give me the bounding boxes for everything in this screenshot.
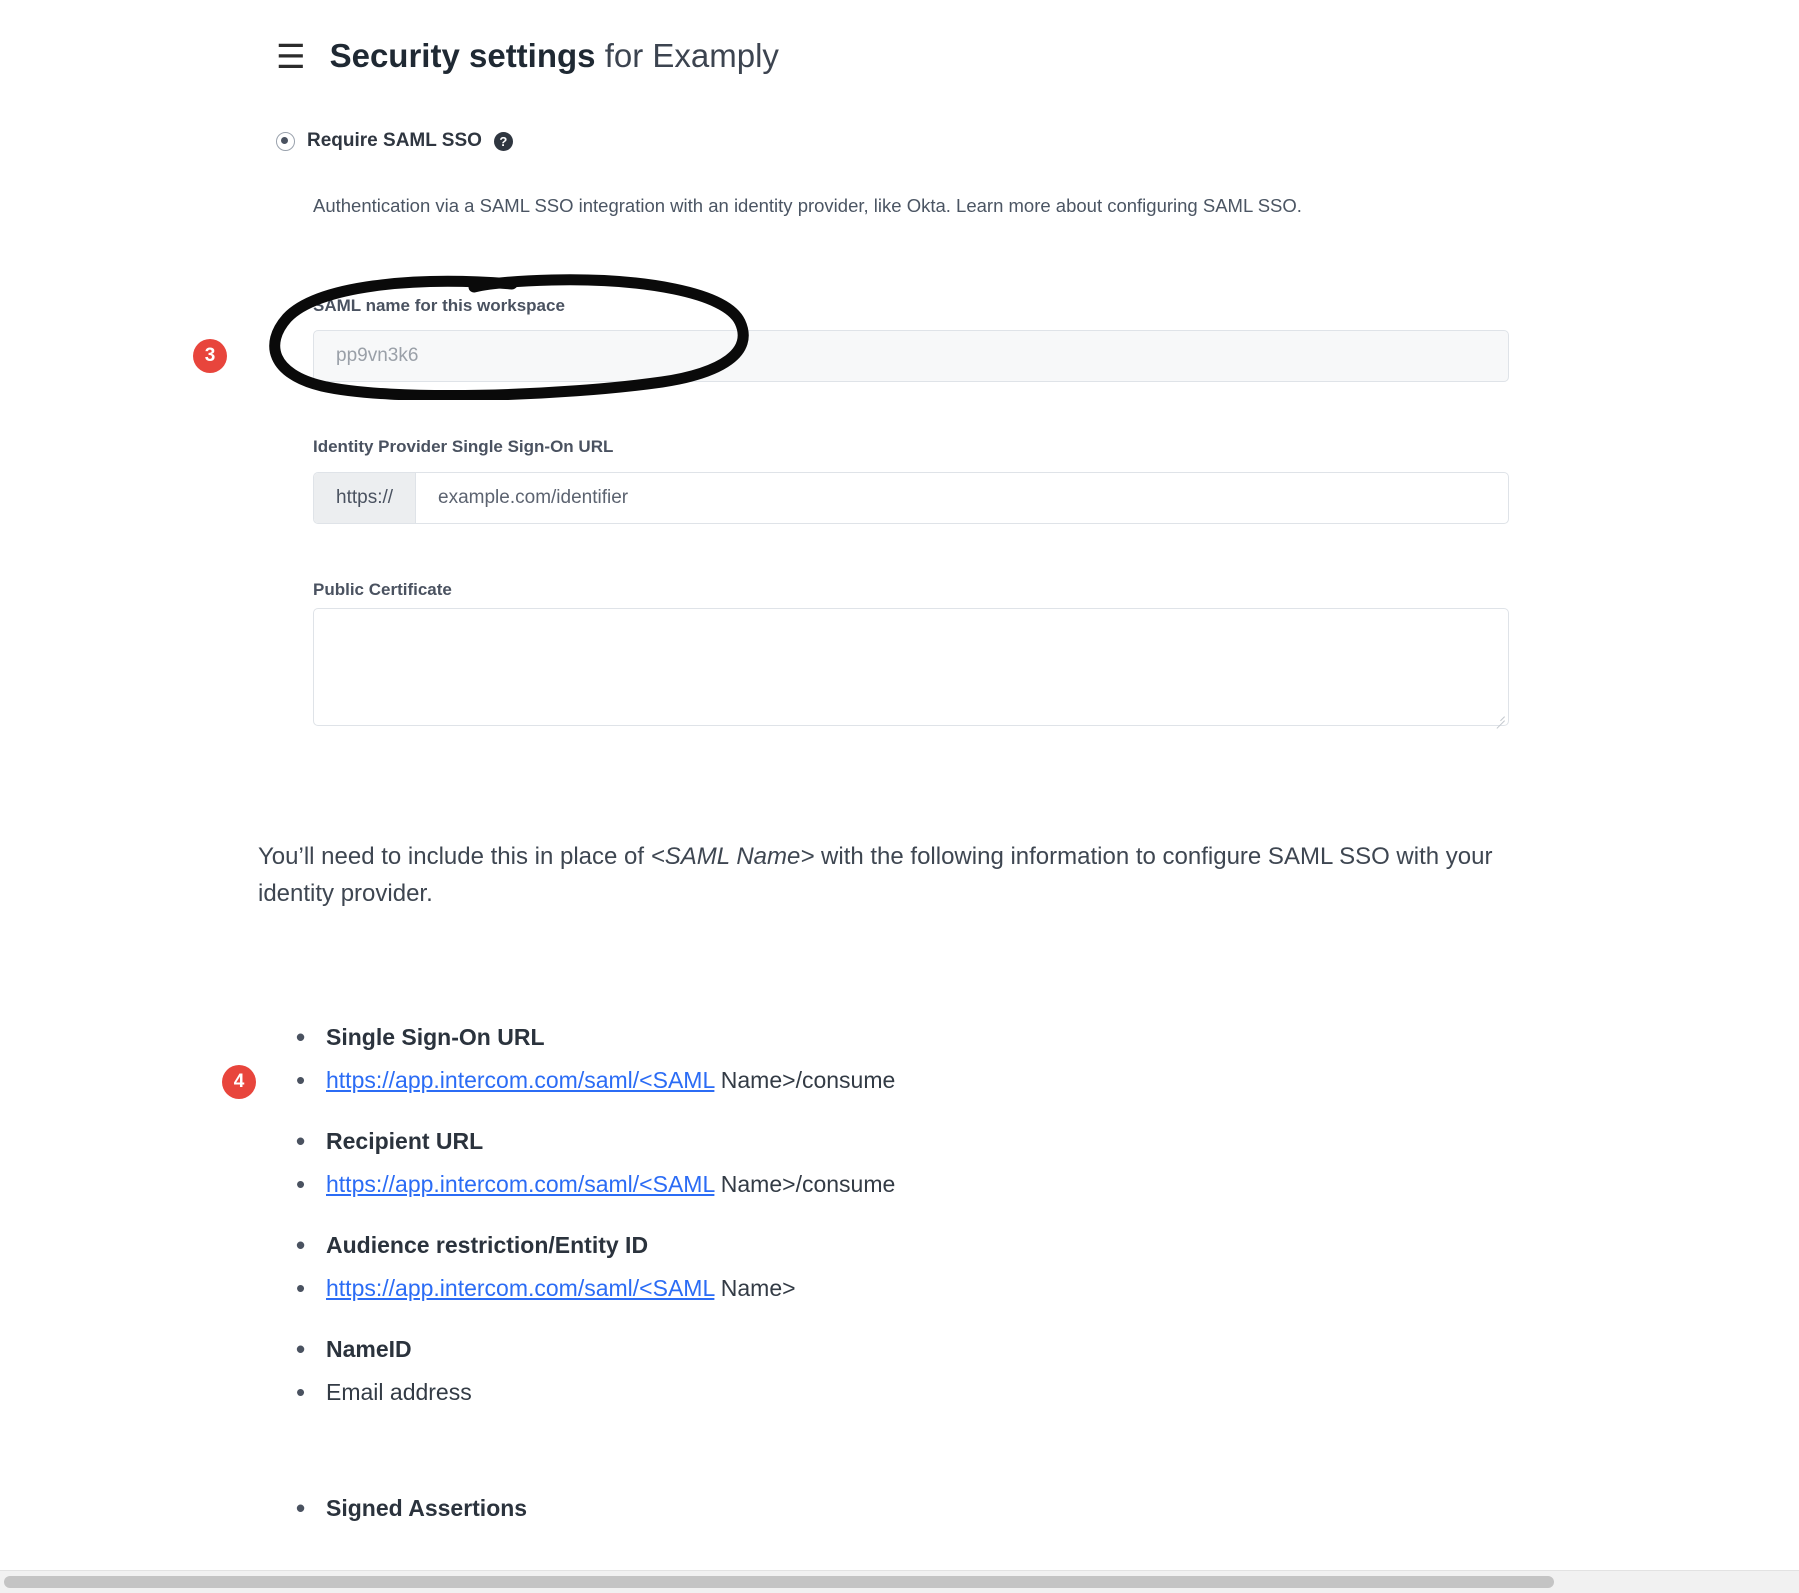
sso-description: Authentication via a SAML SSO integration with an identity provider, like Okta. Learn more about configuring SAML SSO.: [313, 195, 1302, 216]
idp-url-input[interactable]: example.com/identifier: [438, 487, 629, 508]
scrollbar-thumb[interactable]: [4, 1576, 1554, 1588]
annotation-marker-4: 4: [222, 1065, 256, 1099]
annotation-marker-3: 3: [193, 339, 227, 373]
list-item-cut-off: • Signed Assertions: [288, 1495, 527, 1533]
saml-name-input[interactable]: [313, 330, 1509, 382]
page-title-light: for Examply: [604, 37, 779, 74]
idp-url-input-group[interactable]: [313, 472, 1509, 524]
question-mark-icon[interactable]: ?: [494, 132, 513, 151]
page-title-bold: Security settings: [329, 37, 596, 74]
audience-url-link[interactable]: https://app.intercom.com/saml/<SAML: [326, 1275, 715, 1302]
instructions-part2: with the following information to configure SAML SSO with your identity provider.: [258, 843, 1493, 908]
instructions-italic: <SAML Name>: [650, 843, 815, 870]
instructions-part1: You’ll need to include this in place of: [258, 843, 651, 870]
saml-config-list: [288, 1022, 1528, 1410]
idp-url-prefix: https://: [314, 473, 416, 523]
instructions-paragraph: [258, 838, 1528, 912]
list-item: • Audience restriction/Entity ID: [288, 1230, 1528, 1261]
idp-url-label: Identity Provider Single Sign-On URL: [313, 437, 614, 456]
audience-url-suffix: Name>: [714, 1275, 796, 1302]
hamburger-icon[interactable]: ☰: [276, 37, 306, 75]
public-certificate-textarea[interactable]: [313, 608, 1509, 726]
require-saml-sso-label: Require SAML SSO: [307, 130, 482, 151]
public-certificate-label: Public Certificate: [313, 580, 452, 599]
list-item: [288, 1065, 1528, 1096]
saml-name-placeholder: pp9vn3k6: [336, 345, 419, 366]
page-header: [276, 38, 779, 74]
nameid-value: Email address: [326, 1379, 472, 1406]
require-saml-sso-option[interactable]: [276, 130, 513, 152]
resize-grip-icon[interactable]: [1493, 710, 1505, 722]
list-item: [288, 1169, 1528, 1200]
list-item: [288, 1273, 1528, 1304]
list-item: [288, 1377, 1528, 1408]
horizontal-scrollbar[interactable]: [0, 1570, 1799, 1593]
sso-url-suffix: Name>/consume: [714, 1067, 896, 1094]
recipient-url-link[interactable]: https://app.intercom.com/saml/<SAML: [326, 1171, 715, 1198]
saml-name-label: SAML name for this workspace: [313, 296, 565, 315]
list-item: • Recipient URL: [288, 1126, 1528, 1157]
recipient-url-suffix: Name>/consume: [714, 1171, 896, 1198]
page-title: [330, 38, 779, 74]
list-item: • Single Sign-On URL: [288, 1022, 1528, 1053]
sso-url-link[interactable]: https://app.intercom.com/saml/<SAML: [326, 1067, 715, 1094]
require-saml-sso-radio[interactable]: [276, 132, 295, 151]
list-item: • NameID: [288, 1334, 1528, 1365]
